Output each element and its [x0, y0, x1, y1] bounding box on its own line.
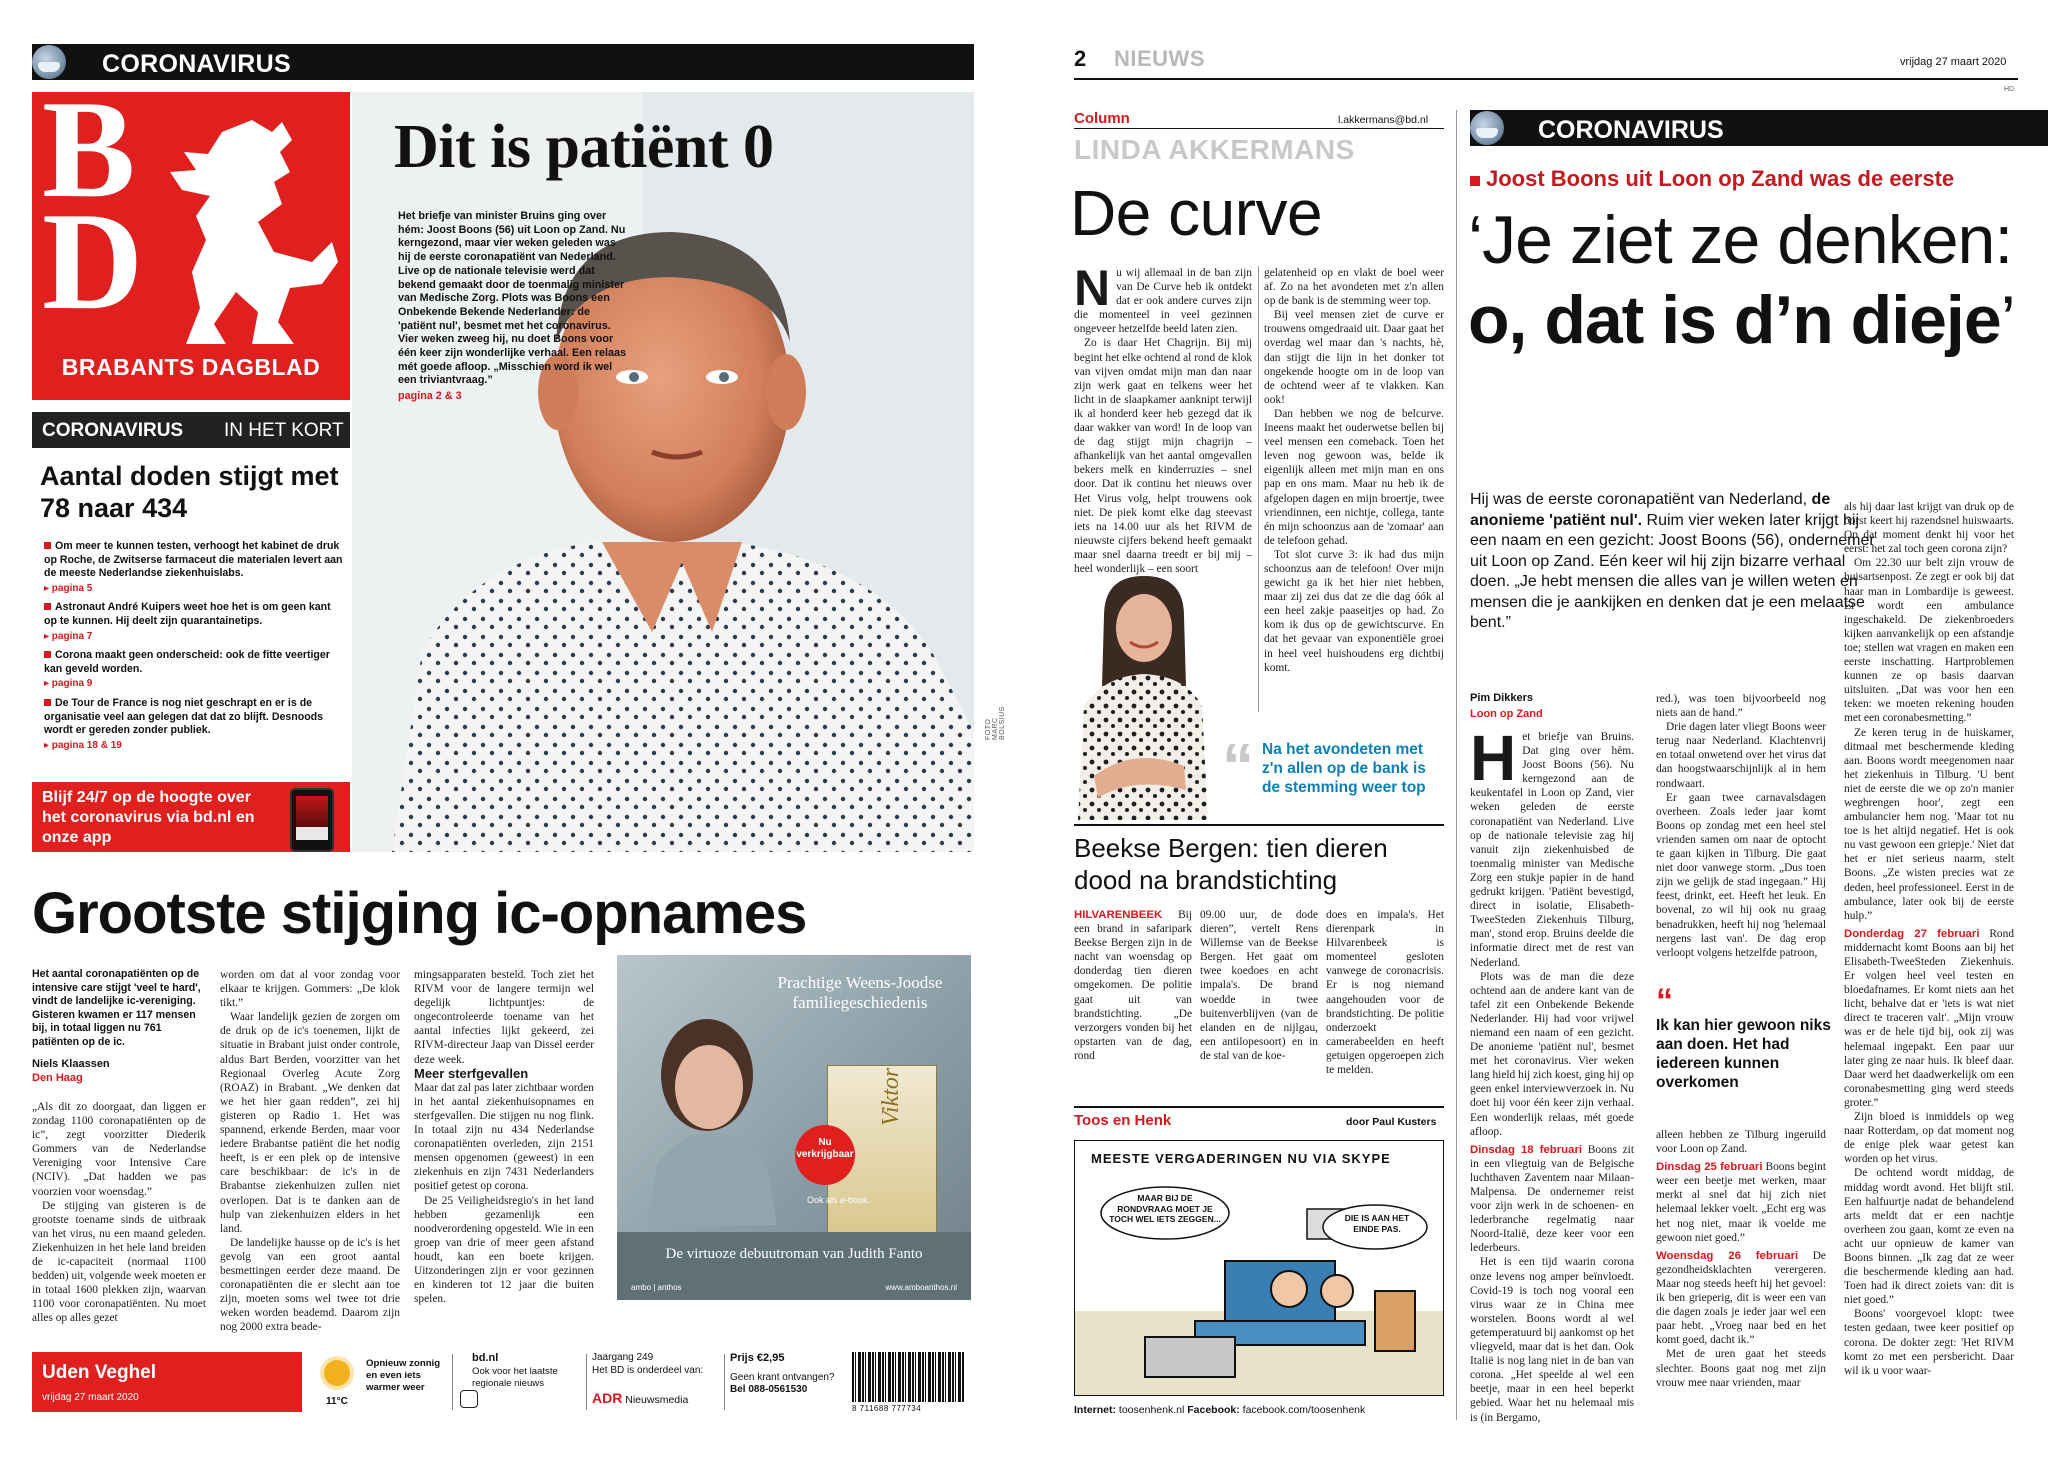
timeline-date: Donderdag 27 februari	[1844, 927, 1980, 940]
timeline-date: Woensdag 26 februari	[1656, 1249, 1799, 1262]
front-page	[0, 0, 1006, 1470]
weather-text: Opnieuw zonnig en even iets warmer weer	[366, 1358, 441, 1393]
kort-item-page[interactable]: ▸ pagina 9	[44, 678, 93, 690]
kort-item-text: Om meer te kunnen testen, verhoogt het kabinet de druk op Roche, de Zwitserse farmaceut die materialen levert aan de meeste Nederlandse ziekenhuislabs.	[44, 540, 343, 580]
page-section: NIEUWS	[1114, 46, 1205, 71]
paragraph	[1656, 1249, 1826, 1348]
ad-title: Prachtige Weens-Joodse familiegeschiedenis	[777, 973, 943, 1012]
beekse-column-2	[1200, 908, 1318, 1063]
paragraph: Drie dagen later vliegt Boons weer terug naar Nederland. Klachtenvrij en totaal onwetend over het virus dat dan hoogstwaarschijnlijk al in hem rondwaart.	[1656, 721, 1826, 790]
pullquote-text: Na het avondeten met z'n allen op de bank is de stemming weer top	[1262, 741, 1426, 796]
column-author: LINDA AKKERMANS	[1074, 134, 1355, 165]
lion-emblem-icon	[162, 112, 342, 352]
adr-name: Nieuwsmedia	[625, 1394, 689, 1406]
edition-box	[32, 1352, 302, 1412]
paragraph-text: Boons zit in een vliegtuig van de Belgische luchthaven Zaventem naar Milaan-Malpensa. De ondernemer reist voor zijn werk in de schoenen- en lederbranche regelmatig naar Noord-Italië, deze keer voor een lederbeurs.	[1470, 1143, 1635, 1255]
column-divider	[1258, 266, 1259, 712]
page-divider	[1456, 110, 1457, 1420]
footer-divider	[452, 1354, 453, 1410]
main-author: Niels Klaassen	[32, 1058, 110, 1070]
website-desc: Ook voor het laatste regionale nieuws	[472, 1366, 558, 1389]
main-headline[interactable]: Grootste stijging ic-opnames	[32, 881, 807, 946]
lead-part-c: Ruim vier weken later krijgt hij een naam en een gezicht: Joost Boons (56), ondernemer uit Loon op Zand. Eén keer wil hij zijn bizarre verhaal doen. „Je hebt mensen die alles van je willen weten en mensen die je aankijken en denken dat je een melaatse bent.”	[1470, 511, 1875, 631]
story-pullquote-text: Ik kan hier gewoon niks aan doen. Het had iedereen kunnen overkomen	[1656, 1017, 1831, 1091]
paragraph-text: Plots was de man die deze ochtend aan de andere kant van de tafel zit een Onbekende Bekende Nederlander. Hij had voor vrijwel niemand een naam of een gezicht. De anonieme 'patiënt nul', besmet met het coronavirus. Vier weken lang hield hij zich koest, ging hij op geen enkel interviewverzoek in. Nu doet hij voor één keer zijn verhaal. Een wonderlijk relaas, mét goede afloop.	[1470, 970, 1634, 1138]
pointer-hand-icon	[460, 1390, 478, 1408]
beekse-rule	[1074, 824, 1444, 826]
comic-author: door Paul Kusters	[1346, 1116, 1437, 1128]
face-mask-icon	[1470, 111, 1504, 145]
kort-item[interactable]	[44, 540, 344, 595]
comic-drawing	[1075, 1141, 1444, 1396]
paragraph-text: et briefje van Bruins. Dat ging over hèm. Joost Boons (56). Nu kerngezond aan de keukentafel in Loon op Zand, vier weken geleden de eerste coronapatiënt van Nederland. Live op de nationale televisie zag hij vanuit zijn ziekenhuisbed de toenmalig minister van Medische Zorg een stukje papier in de hand gedrukt krijgen. 'Patiënt bevestigd, direct in isolatie, Elisabeth-TweeSteden Ziekenhuis Tilburg, man', stond erop. Bruins deelde die informatie direct met de rest van Nederland.	[1470, 731, 1634, 969]
lead-part-b: de anonieme 'patiënt nul'.	[1470, 491, 1831, 529]
hero-lead	[398, 210, 630, 404]
paragraph	[1074, 260, 1252, 336]
author-portrait	[637, 1005, 787, 1225]
paragraph: De landelijke hausse op de ic's is het gevolg van een groot aantal besmettingen eerder deze maand. De coronapatiënten die er slecht aan toe zijn, moeten soms wel twee tot drie weken worden beademd. Daarom zijn nog 2000 extra beade-	[220, 1236, 400, 1334]
column-title[interactable]: De curve	[1070, 177, 1323, 249]
paragraph	[1470, 970, 1634, 1139]
paragraph	[1656, 1160, 1826, 1245]
story-section-label: CORONAVIRUS	[1538, 116, 1724, 144]
story-headline[interactable]	[1468, 200, 2046, 360]
speech-bubble-2: DIE IS AAN HET EINDE PAS.	[1344, 1213, 1410, 1234]
barcode	[852, 1352, 964, 1402]
paragraph: mingsapparaten besteld. Toch ziet het RIVM voor de langere termijn wel degelijk lichtpuntjes: de ongecontroleerde toename van het aantal infecties lijkt gekeerd, zei RIVM-directeur Jaap van Dissel eerder deze week.	[414, 969, 594, 1066]
beekse-text-1: Bij een brand in safaripark Beekse Bergen zijn in de nacht van woensdag op donderdag tien dieren omgekomen. De politie gaat uit van brandstichting. „De verzorgers vonden bij het opstarten van de dag, rond	[1074, 909, 1192, 1062]
internet-label: Internet:	[1074, 1404, 1116, 1416]
price: Prijs €2,95	[730, 1352, 785, 1364]
page-date: vrijdag 27 maart 2020	[1900, 56, 2007, 68]
bullet-square-icon	[44, 699, 51, 706]
paragraph: Ze keren terug in de huiskamer, ditmaal met beschermende kleding aan. Boons wordt meegenomen naar het ziekenhuis in Tilburg. 'U bent niet de eerste die we op zo'n manier wegbrengen hoor', zegt een ambulancier hem nog. 'Maar tot nu toe is het altijd negatief. Het is ook nu vast gewoon een griepje.' Niet dat het er niet serieus naarm, stelt Boons. „Ze wisten precies wat ze deden, heel professioneel. Eerst in de ambulance, later ook bij de eerste hulp.”	[1844, 726, 2014, 922]
book-title: Viktor	[878, 1067, 904, 1126]
story-pullquote	[1656, 982, 1856, 1092]
paragraph: Om 22.30 uur belt zijn vrouw de huisartsenpost. Ze zegt er ook bij dat haar man in Lombardije is geweest. Er wordt een ambulance ingeschakeld. De ziekenbroeders kijken aanvankelijk op een afstandje toe; stellen wat vragen en maken een eerste inschatting. Hartproblemen kunnen ze op basis daarvan uitsluiten. „Dat was voor hen een teken: we moeten rekening houden met een coronabesmetting.”	[1844, 557, 2014, 725]
page-number: 2	[1074, 46, 1087, 71]
kort-item-page[interactable]: ▸ pagina 18 & 19	[44, 739, 122, 751]
bullet-square-icon	[44, 651, 51, 658]
paragraph-text: Boons begint weer een beetje met werken, maar merkt al snel dat hij zich niet helemaal lekker voelt. „Echt erg was het nog niet, maar ik voelde me gewoon niet goed.”	[1656, 1161, 1826, 1244]
paragraph-text: Rond middernacht komt Boons aan bij het Elisabeth-TweeSteden Ziekenhuis. Er volgen heel veel testen en bloedafnames. Er komt niets aan het licht, behalve dat er 'iets is wat niet direct te traceren valt'. „Mijn vrouw was er de hele tijd bij, ook zij was helemaal ingepakt. Een paar uur later ging ze naar huis. Ik bleef daar. Daar werd het daadwerkelijk om een coronabesmetting ging werd steeds groter.”	[1844, 927, 2015, 1109]
kort-headline[interactable]: Aantal doden stijgt met 78 naar 434	[40, 461, 339, 523]
speech-bubble-1: MAAR BIJ DE RONDVRAAG MOET JE TOCH WEL IETS ZEGGEN...	[1109, 1193, 1221, 1224]
logo-name: BRABANTS DAGBLAD	[61, 354, 321, 380]
beekse-text-2: 09.00 uur, de dode dieren”, vertelt Rens Willemse van de Beekse Bergen. Het gaat om twee koedoes en acht impala's. De brand woedde in twee buitenverblijven (van de elanden en de nijlgau, een antilopesoort) en in de stal van de koe-	[1200, 909, 1318, 1062]
ebook-note: Ook als e-book.	[807, 1195, 871, 1205]
column-rule	[1074, 128, 1444, 129]
story-column-2	[1656, 692, 1826, 960]
paragraph: De ochtend wordt middag, de middag wordt avond. Het blijft stil. Een halfuurtje nadat de behandelend arts meldt dat er een nachtje overheen zou gaan, komt ze even na acht uur opnieuw de kamer van Boons binnen. „Ik zag dat ze weer die beschermende kleding aan had. Toen had ik direct zoiets van: dit is niet goed.”	[1844, 1167, 2014, 1307]
story-location: Loon op Zand	[1470, 708, 1543, 720]
paragraph	[1470, 722, 1634, 970]
story-section-bar	[1470, 110, 2048, 146]
comic-links	[1074, 1404, 1365, 1416]
main-lead: Het aantal coronapatiënten op de intensive care stijgt 'veel te hard', vindt de landelijke ic-vereniging. Gisteren kwamen er 117 mensen bij, in totaal liggen nu 761 patiënten op de ic.	[32, 968, 201, 1048]
quote-mark-icon: “	[1656, 982, 1673, 1020]
paragraph	[1844, 927, 2014, 1110]
comic-strip	[1074, 1140, 1444, 1396]
no-paper-question: Geen krant ontvangen?	[730, 1371, 835, 1383]
bullet-square-icon	[44, 603, 51, 610]
ad-band	[617, 1232, 971, 1300]
hero-headline[interactable]: Dit is patiënt 0	[394, 113, 774, 181]
lead-part-a: Hij was de eerste coronapatiënt van Nederland,	[1470, 491, 1808, 508]
paragraph: De 25 Veiligheidsregio's in het land hebben gezamenlijk een noodverordening opgesteld. Wie in een groep van drie of meer geen afstand houdt, kan een boete krijgen. Uitzonderingen zijn er voor gezinnen en kinderen tot 12 jaar die buiten spelen.	[414, 1194, 594, 1306]
beekse-column-3	[1326, 908, 1444, 1077]
header-rule	[1074, 78, 2018, 80]
headline-bold: o, dat is d’n dieje	[1468, 282, 2001, 358]
man-portrait	[352, 92, 974, 852]
paragraph-text: De gezondheidsklachten verergeren. Maar nog steeds heeft hij het gevoel: ik ben grieperig, dit is weer een van die dagen zoals je ieder jaar wel een paar hebt. „Vroeg naar bed en het komt goed, dacht ik.”	[1656, 1249, 1826, 1347]
masthead-logo	[32, 92, 350, 400]
comic-caption: MEESTE VERGADERINGEN NU VIA SKYPE	[1091, 1151, 1391, 1166]
comic-title: Toos en Henk	[1074, 1112, 1172, 1129]
paragraph-text: u wij allemaal in de ban zijn van De Curve heb ik ontdekt dat er ook andere curves zijn die momenteel in veel gezinnen ongeveer hetzelfde beeld laten zien.	[1074, 267, 1252, 336]
main-column-2	[220, 968, 400, 1334]
timeline-date: Dinsdag 25 februari	[1656, 1161, 1763, 1174]
kicker-text: Joost Boons uit Loon op Zand was de eerste	[1486, 166, 1955, 191]
kort-item-text: Astronaut André Kuipers weet hoe het is om geen kant op te kunnen. Hij deelt zijn quarantainetips.	[44, 601, 331, 627]
kort-title: CORONAVIRUS	[42, 420, 184, 441]
kort-item-page[interactable]: ▸ pagina 5	[44, 582, 93, 594]
paragraph: Boons' voorgevoel klopt: twee testen gedaan, twee keer positief op corona. De dokter zegt: 'Het RIVM komt zo met een persbericht. Daar wil ik u voor waar-	[1844, 1308, 2014, 1377]
part-of: Het BD is onderdeel van:	[592, 1364, 704, 1376]
paragraph	[1074, 336, 1252, 576]
kort-item-text: De Tour de France is nog niet geschrapt en er is de organisatie veel aan gelegen dat dat zo blijft. Desnoods wordt er gereden zonder publiek.	[44, 696, 324, 737]
paragraph: Zijn bloed is inmiddels op weg naar Rotterdam, op dat moment nog de enige plek waar getest kan worden op het virus.	[1844, 1111, 2014, 1166]
paragraph	[1470, 1143, 1634, 1256]
edition-name: Uden Veghel	[42, 1362, 157, 1383]
toos-rule	[1074, 1106, 1444, 1108]
bullet-square-icon	[44, 542, 51, 549]
section-label: CORONAVIRUS	[102, 50, 291, 78]
dropcap: H	[1470, 722, 1517, 794]
headline-end: ’	[2000, 282, 2015, 358]
subhead: Meer sterfgevallen	[414, 1065, 529, 1081]
dropcap: N	[1074, 260, 1111, 316]
sun-icon	[324, 1360, 350, 1386]
paragraph: „Als dit zo doorgaat, dan liggen er zondag 1100 coronapatiënten op de ic”, zegt voorzitter Diederik Gommers van de Nederlandse Vereniging voor Intensive Care (NCIV). „Dat hadden we pas voorzien voor woensdag.”	[32, 1101, 206, 1198]
phone-number[interactable]: Bel 088-0561530	[730, 1384, 808, 1395]
edition-date: vrijdag 27 maart 2020	[42, 1392, 139, 1403]
column-email[interactable]: l.akkermans@bd.nl	[1338, 114, 1429, 126]
publisher: ambo | anthos	[631, 1283, 682, 1292]
kort-list	[44, 540, 344, 758]
volume: Jaargang 249	[592, 1352, 654, 1363]
phone-icon	[290, 788, 334, 852]
quote-mark-icon: “	[1222, 730, 1254, 802]
publisher-url[interactable]: www.amboanthos.nl	[885, 1283, 957, 1292]
edition-code: HD	[2004, 86, 2015, 93]
barcode-number: 8 711688 777734	[852, 1404, 922, 1413]
beekse-headline[interactable]: Beekse Bergen: tien dieren dood na brandstichting	[1074, 833, 1388, 895]
paragraph: Maar dat zal pas later zichtbaar worden in het aantal ziekenhuisopnames en sterfgevallen. Die stijgen nu nog flink. In totaal zijn nu 434 Nederlandse coronapatiënten overleden, zijn 2151 mensen opgenomen (geweest) in een ziekenhuis en zijn 7431 Nederlanders positief getest op corona.	[414, 1081, 594, 1193]
beekse-column-1	[1074, 908, 1192, 1063]
volume-info	[592, 1352, 718, 1377]
footer-divider	[586, 1354, 587, 1410]
columnist-portrait	[1074, 576, 1210, 820]
main-column-3	[414, 968, 594, 1306]
logo-letters: B D	[42, 92, 144, 339]
timeline-date: Dinsdag 18 februari	[1470, 1143, 1583, 1156]
section-bar	[32, 44, 974, 80]
kicker-square-icon	[1470, 176, 1480, 186]
book-advertisement[interactable]	[617, 955, 971, 1300]
kort-item[interactable]	[44, 601, 344, 643]
paragraph: Bij veel mensen ziet de curve er trouwens omgedraaid uit. Daar gaat het overdag wel maar dan 's nachts, hè, dan stijgt die lijn in het donker tot ongekende hoogte om in de loop van de ochtend weer af te vlakken. Kan ook!	[1264, 309, 1444, 406]
adr-logo	[592, 1390, 688, 1406]
paragraph: Dan hebben we nog de belcurve. Ineens maakt het ouderwetse bellen bij veel mensen een comeback. Toen het leven nog gewoon was, belde ik eigenlijk alleen met mijn man en ons pap en ons mam. Maar nu heb ik de afgelopen dagen en mijn broertje, twee vriendinnen, een nichtje, collega, tante én mijn schoonzus aan de 'zomaar' aan de telefoon gehad.	[1264, 407, 1444, 547]
paragraph: Het is een tijd waarin corona onze levens nog amper beïnvloedt. Covid-19 is toch nog vooral een virus waar ze in China mee worstelen. Boons wordt al wel getemperatuurd bij aankomst op het vliegveld, maar dat is het dan. Ook Italië is nog lang niet in de ban van corona. „Het speelde al wel een beetje, maar in een heel beperkt gebied. Waar het nu helemaal mis is (in Bergamo,	[1470, 1256, 1634, 1424]
kort-item[interactable]	[44, 697, 344, 752]
beekse-location: HILVARENBEEK	[1074, 909, 1163, 921]
app-promo[interactable]	[32, 782, 350, 852]
kort-item-page[interactable]: ▸ pagina 7	[44, 630, 93, 642]
main-column-1	[32, 1100, 206, 1326]
story-lead	[1470, 490, 1880, 634]
column-text-2	[1264, 266, 1444, 675]
kort-subtitle: IN HET KORT	[224, 420, 344, 441]
available-badge: Nu verkrijgbaar	[795, 1125, 855, 1185]
story-column-3	[1844, 500, 2014, 1378]
kort-item-text: Corona maakt geen onderscheid: ook de fitte veertiger kan geveld worden.	[44, 649, 330, 675]
paragraph: Waar landelijk gezien de zorgen om de druk op de ic's toenemen, lijkt de situatie in Brabant juist onder controle, aldus Bart Berden, voorzitter van het Regionaal Overleg Acute Zorg (ROAZ) in Brabant. „We denken dat we het hier gaan redden”, zei hij gisteren op Radio 1. Het was spannend, erkende Berden, maar voor iedere Brabantse patiënt die het nodig heeft, is er een plek op de intensive care beschikbaar: de ic's in de Brabantse ziekenhuizen zullen niet overlopen. Dat is te danken aan de hulp van ziekenhuizen elders in het land.	[220, 1011, 400, 1235]
website-url: bd.nl	[472, 1352, 499, 1364]
footer-divider	[724, 1354, 725, 1410]
weather-box	[316, 1352, 446, 1412]
main-location: Den Haag	[32, 1072, 83, 1084]
column-label: Column	[1074, 110, 1130, 127]
paragraph: Met de uren gaat het steeds slechter. Boons gaat nog met zijn vrouw mee naar vrienden, maar	[1656, 1348, 1826, 1389]
beekse-text-3: does en impala's. Het dierenpark in Hilvarenbeek is momenteel gesloten vanwege de coronacrisis. Er is nog niemand aangehouden voor de brandstichting. De politie onderzoekt camerabeelden en heeft getuigen opgeroepen zich te melden.	[1326, 909, 1444, 1077]
paragraph-text: Zo is daar Het Chagrijn. Bij mij begint het elke ochtend al rond de klok van vijven omdat mijn man dan naar zijn werk gaat en telkens weer het licht in de slaapkamer aanknipt terwijl ik al honderd keer heb gezegd dat ik daar wakker van word! In de loop van de dag stijgt mijn chagrijn – afhankelijk van het aantal omgevallen bekers melk en kinderruzies – snel door. Dat ik continu het nieuws over Het Virus volg, helpt trouwens ook niet. De piek komt elke dag steevast iets na 14.00 uur als het RIVM de nieuwste cijfers bekend heeft gemaakt maar snel daarna treedt er bij mij – heel wonderlijk – een soort	[1074, 337, 1252, 575]
price-box	[730, 1352, 840, 1397]
kort-bar	[32, 412, 350, 448]
story-column-1	[1470, 722, 1635, 1425]
hero-page-ref[interactable]: pagina 2 & 3	[398, 390, 462, 403]
promo-text: Blijf 24/7 op de hoogte over het coronavirus via bd.nl en onze app	[42, 789, 255, 846]
hero-lead-text: Het briefje van minister Bruins ging over hém: Joost Boons (56) uit Loon op Zand. Nu kerngezond, maar vier weken geleden was hij de eerste coronapatiënt van Nederland. Live op de nationale televisie werd dat bekend gemaakt door de toenmalig minister van Medische Zorg. Plots was Boons een Onbekende Bekende Nederlander: de 'patiënt nul', besmet met het coronavirus. Vier weken zweeg hij, nu doet Boons voor één keer zijn wonderlijke verhaal. Een relaas mét goede afloop. „Misschien word ik wel een triviantvraag.”	[398, 210, 627, 387]
paragraph: De stijging van gisteren is de grootste toename sinds de uitbraak van het virus, nu een maand geleden. Ziekenhuizen in het hele land breiden de ic-capaciteit (normaal 1100 bedden) uit, volgende week moeten er in totaal 1600 plekken zijn, waarvan 1100 voor coronapatiënten. Nu moet alles op alles gezet	[32, 1199, 206, 1325]
paragraph: als hij daar last krijgt van druk op de borst keert hij razendsnel huiswaarts. Op dat moment denkt hij voor het eerst: het zal toch geen corona zijn?	[1844, 501, 2014, 556]
paragraph: Tot slot curve 3: ik had dus mijn schoonzus aan de telefoon! Over mijn gewicht ga ik het hier niet hebben, maar zij zei dus dat ze die dag óók al een heel zakje paaseitjes op had. Zo kom ik dus op de gewichtscurve. En dat het gevaar van exponentiële groei in heel veel huishoudens erg dichtbij komt.	[1264, 548, 1444, 674]
adr-mark-icon: ADR	[592, 1390, 623, 1406]
story-column-2-continued	[1656, 1128, 1826, 1390]
story-kicker	[1470, 166, 1954, 192]
paragraph: red.), was toen bijvoorbeeld nog niets aan de hand.”	[1656, 693, 1826, 720]
kort-item[interactable]	[44, 649, 344, 691]
facebook-label: Facebook:	[1187, 1404, 1240, 1416]
ad-tagline: De virtuoze debuutroman van Judith Fanto	[665, 1246, 923, 1262]
face-mask-icon	[32, 45, 66, 79]
paragraph: alleen hebben ze Tilburg ingeruild voor Loon op Zand.	[1656, 1129, 1826, 1156]
headline-light: ‘Je ziet ze denken:	[1468, 202, 2013, 278]
paragraph: gelatenheid op en vlakt de boel weer af. Zo na het avondeten met z'n allen op de bank is de stemming weer top.	[1264, 267, 1444, 308]
story-author: Pim Dikkers	[1470, 692, 1533, 704]
paragraph: Er gaan twee carnavalsdagen overheen. Zoals ieder jaar komt Boons op zondag met een heel stel vrienden samen om naar de optocht te gaan kijken in Tilburg. Die gaat niet door vanwege storm. „Dus toen zijn we gelijk de stad ingegaan.” Hij feest, drinkt, eet. Heeft het leuk. En bovenal, zo wil hij ook nu graag benadrukken, heeft hij nog 'helemaal nergens last van'. De dag erop verloopt volgens hetzelfde patroon,	[1656, 791, 1826, 959]
website-box[interactable]	[460, 1352, 580, 1390]
column-text-1	[1074, 260, 1252, 576]
temperature: 11°C	[326, 1396, 348, 1407]
photo-credit: FOTO MARC BOLSIUS	[985, 706, 1006, 740]
comic-facebook[interactable]: facebook.com/toosenhenk	[1242, 1404, 1366, 1416]
comic-website[interactable]: toosenhenk.nl	[1118, 1404, 1185, 1416]
hero-photo	[352, 92, 974, 852]
paragraph: worden om dat al voor zondag voor elkaar te krijgen. Gommers: „De klok tikt.”	[220, 969, 400, 1010]
